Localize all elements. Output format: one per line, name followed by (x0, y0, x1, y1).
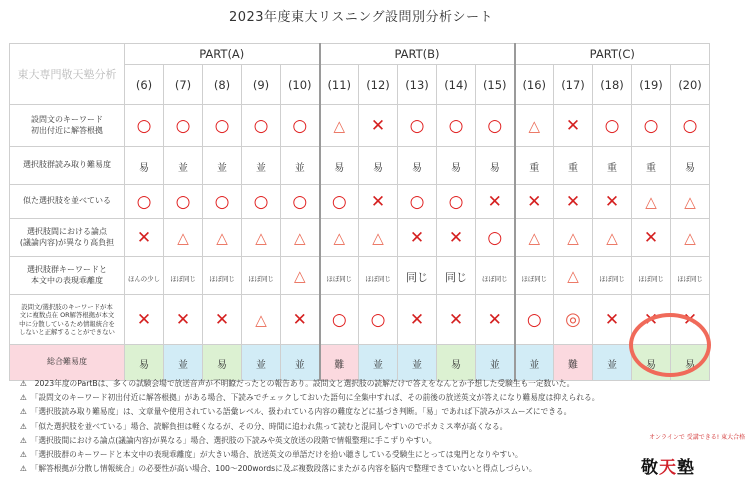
cross-mark: ✕ (409, 310, 425, 330)
question-number: (17) (554, 65, 593, 105)
table-cell (632, 105, 671, 147)
cross-mark: ✕ (527, 192, 542, 212)
table-cell (515, 219, 554, 257)
cell-text: ほぼ同じ (599, 275, 625, 283)
table-cell (320, 147, 359, 185)
circle-mark: ○ (448, 116, 464, 136)
part-c-header: PART(C) (515, 44, 710, 65)
table-cell (281, 219, 320, 257)
cross-mark: ✕ (370, 116, 386, 136)
circle-mark: ○ (136, 192, 152, 212)
circle-mark: ○ (409, 116, 425, 136)
row-label: 設問文のキーワード 初出付近に解答根拠 (10, 105, 125, 147)
table-cell (593, 295, 632, 345)
difficulty-text: 並 (373, 360, 383, 371)
difficulty-text: 難 (334, 360, 345, 371)
circle-mark: ○ (175, 192, 191, 212)
cell-text: 易 (451, 163, 461, 174)
cross-mark: ✕ (175, 310, 191, 330)
circle-mark: ○ (643, 116, 659, 136)
difficulty-cell (476, 345, 515, 381)
table-cell (203, 257, 242, 295)
table-cell (632, 219, 671, 257)
cross-mark: ✕ (643, 310, 659, 330)
triangle-mark: △ (216, 229, 228, 247)
table-cell (203, 105, 242, 147)
cross-mark: ✕ (565, 116, 581, 136)
table-cell (125, 185, 164, 219)
cross-mark: ✕ (370, 192, 386, 212)
table-cell (359, 105, 398, 147)
cell-text: ほぼ同じ (677, 275, 703, 283)
table-cell (398, 295, 437, 345)
table-cell (515, 257, 554, 295)
triangle-mark: △ (177, 229, 189, 247)
notes-section (20, 377, 620, 476)
table-cell (320, 295, 359, 345)
question-number: (19) (632, 65, 671, 105)
table-cell (398, 105, 437, 147)
table-cell (359, 295, 398, 345)
table-cell (281, 105, 320, 147)
table-cell (281, 257, 320, 295)
difficulty-cell (398, 345, 437, 381)
cell-text: 重 (646, 163, 656, 174)
table-cell (554, 295, 593, 345)
cell-text: ほぼ同じ (209, 275, 235, 283)
circle-mark: ○ (448, 192, 464, 212)
table-cell (398, 147, 437, 185)
row-label: 似た選択肢を並べている (10, 185, 125, 219)
triangle-mark: △ (528, 117, 541, 135)
cross-mark: ✕ (448, 310, 464, 330)
cell-text: 並 (217, 163, 227, 174)
cell-text: ほぼ同じ (248, 275, 274, 283)
table-cell (320, 185, 359, 219)
row-label: 選択肢群キーワードと 本文中の表現乖離度 (10, 257, 125, 295)
cross-mark: ✕ (409, 228, 425, 248)
brand-label: 東大専門敬天塾分析 (10, 44, 125, 105)
circle-mark: ○ (331, 310, 347, 330)
cross-mark: ✕ (214, 310, 230, 330)
table-cell (554, 105, 593, 147)
cell-text: 同じ (445, 271, 467, 284)
cell-text: 易 (489, 163, 500, 174)
table-cell (359, 147, 398, 185)
table-cell (125, 105, 164, 147)
part-a-header: PART(A) (125, 44, 320, 65)
page-title: 2023年度東大リスニング設問別分析シート (228, 10, 494, 25)
table-cell (593, 105, 632, 147)
question-number: (13) (398, 65, 437, 105)
table-cell (476, 295, 515, 345)
cross-mark: ✕ (136, 228, 152, 248)
table-cell (671, 105, 710, 147)
triangle-mark: △ (333, 117, 346, 135)
cell-text: 重 (607, 163, 617, 174)
difficulty-cell (320, 345, 359, 381)
table-cell (437, 219, 476, 257)
table-cell (242, 295, 281, 345)
table-cell (476, 105, 515, 147)
difficulty-text: 易 (217, 360, 227, 371)
circle-mark: ○ (253, 192, 269, 212)
table-cell (632, 257, 671, 295)
row-label: 選択肢間における論点 (議論内容)が異なり高負担 (10, 219, 125, 257)
question-number: (12) (359, 65, 398, 105)
double-circle-mark: ◎ (565, 309, 581, 330)
difficulty-text: 並 (256, 360, 266, 371)
table-cell (359, 219, 398, 257)
table-cell (593, 257, 632, 295)
table-cell (593, 219, 632, 257)
table-cell (242, 185, 281, 219)
note-line: ⚠ 「選択肢群のキーワードと本文中の表現乖離度」が大きい場合、放送英文の単語だけを拾い聴きしている受験生にとっては鬼門となりやすい。 (20, 450, 523, 460)
row-label: 設問文/選択肢のキーワードが本 文に複数点在 OR解答根拠が本文 中に分散しているため情報統合を しないと正解することができない (10, 295, 125, 345)
analysis-table (9, 43, 710, 381)
table-cell (203, 185, 242, 219)
table-cell (320, 105, 359, 147)
difficulty-cell (164, 345, 203, 381)
cell-text: 重 (529, 163, 540, 174)
triangle-mark: △ (528, 229, 541, 247)
note-line: ⚠ 2023年度のPartBは、多くの試験会場で放送音声が不明瞭だったとの報告あり。設問文と選択肢の読解だけで答えをなんとか予想した受験生も一定数いた。 (20, 379, 575, 388)
triangle-mark: △ (255, 311, 267, 329)
logo-tagline: オンラインで 受講できる! 東大合格 (649, 434, 745, 441)
table-cell (125, 295, 164, 345)
table-cell (476, 147, 515, 185)
cell-text: 並 (256, 163, 266, 174)
cross-mark: ✕ (136, 310, 152, 330)
question-number: (8) (203, 65, 242, 105)
difficulty-text: 易 (685, 360, 695, 371)
table-cell (515, 105, 554, 147)
highlight-circle (629, 313, 711, 377)
cross-mark: ✕ (487, 310, 502, 330)
triangle-mark: △ (645, 193, 657, 211)
table-cell (476, 219, 515, 257)
table-cell (164, 105, 203, 147)
table-cell (437, 105, 476, 147)
table-cell (242, 219, 281, 257)
question-number: (15) (476, 65, 515, 105)
table-cell (203, 147, 242, 185)
question-number: (16) (515, 65, 554, 105)
table-cell (125, 219, 164, 257)
difficulty-cell (554, 345, 593, 381)
table-cell (554, 185, 593, 219)
cell-text: ほぼ同じ (638, 275, 664, 283)
table-cell (242, 147, 281, 185)
keitenjuku-logo (633, 434, 745, 480)
cell-text: 易 (334, 163, 345, 174)
table-cell (437, 147, 476, 185)
table-cell (671, 219, 710, 257)
row-label: 選択肢群読み取り難易度 (10, 147, 125, 185)
circle-mark: ○ (370, 310, 386, 330)
cell-text: ほぼ同じ (170, 275, 196, 283)
difficulty-cell (203, 345, 242, 381)
difficulty-cell (125, 345, 164, 381)
table-cell (671, 257, 710, 295)
circle-mark: ○ (331, 192, 347, 212)
circle-mark: ○ (604, 116, 620, 136)
table-cell (476, 257, 515, 295)
table-cell (398, 185, 437, 219)
cell-text: ほぼ同じ (365, 275, 391, 283)
triangle-mark: △ (293, 267, 306, 285)
circle-mark: ○ (487, 116, 503, 136)
cross-mark: ✕ (292, 310, 307, 330)
cell-text: 並 (178, 163, 188, 174)
difficulty-text: 難 (568, 360, 578, 371)
table-cell (515, 295, 554, 345)
note-line: ⚠ 「選択肢間における論点(議論内容)が異なる」場合、選択肢の下読みや英文放送の段階で情報整理に手こずりやすい。 (20, 435, 437, 445)
question-number: (10) (281, 65, 320, 105)
difficulty-cell (515, 345, 554, 381)
table-cell (437, 257, 476, 295)
cross-mark: ✕ (643, 228, 659, 248)
table-cell (203, 295, 242, 345)
table-cell (554, 219, 593, 257)
triangle-mark: △ (293, 229, 306, 247)
difficulty-cell (242, 345, 281, 381)
table-cell (593, 185, 632, 219)
difficulty-cell (359, 345, 398, 381)
difficulty-text: 並 (607, 360, 617, 371)
table-cell (164, 257, 203, 295)
table-cell (515, 147, 554, 185)
table-cell (125, 147, 164, 185)
table-cell (632, 185, 671, 219)
triangle-mark: △ (684, 193, 696, 211)
question-number: (11) (320, 65, 359, 105)
circle-mark: ○ (214, 192, 230, 212)
cell-text: ほぼ同じ (521, 275, 548, 283)
difficulty-text: 並 (489, 360, 500, 371)
question-number: (20) (671, 65, 710, 105)
triangle-mark: △ (567, 229, 579, 247)
cell-text: 易 (685, 163, 695, 174)
difficulty-text: 易 (646, 360, 656, 371)
difficulty-text: 並 (529, 360, 540, 371)
circle-mark: ○ (214, 116, 230, 136)
circle-mark: ○ (253, 116, 269, 136)
table-cell (437, 295, 476, 345)
cross-mark: ✕ (487, 192, 502, 212)
table-cell (437, 185, 476, 219)
cross-mark: ✕ (604, 310, 620, 330)
table-cell (164, 295, 203, 345)
cell-text: 易 (412, 163, 422, 174)
circle-mark: ○ (487, 228, 503, 248)
cell-text: ほぼ同じ (481, 275, 508, 283)
triangle-mark: △ (333, 229, 346, 247)
note-line: ⚠ 「似た選択肢を並べている」場合、読解負担は軽くなるが、その分、時間に追われ焦って読むと混同しやすいのでポカミス率が高くなる。 (20, 421, 508, 431)
cell-text: 易 (139, 163, 149, 174)
part-b-header: PART(B) (320, 44, 515, 65)
triangle-mark: △ (567, 267, 579, 285)
triangle-mark: △ (606, 229, 618, 247)
difficulty-label: 総合難易度 (10, 345, 125, 381)
difficulty-text: 並 (178, 360, 188, 371)
question-number: (18) (593, 65, 632, 105)
triangle-mark: △ (255, 229, 267, 247)
table-cell (359, 257, 398, 295)
note-line: ⚠ 「設問文のキーワード初出付近に解答根拠」がある場合、下読みでチェックしておいた語句に全集中すれば、その前後の放送英文が答えになり難易度は抑えられる。 (20, 393, 600, 403)
table-cell (398, 257, 437, 295)
table-cell (281, 147, 320, 185)
table-cell (164, 219, 203, 257)
circle-mark: ○ (136, 116, 152, 136)
table-cell (515, 185, 554, 219)
cross-mark: ✕ (604, 192, 620, 212)
circle-mark: ○ (526, 310, 542, 330)
triangle-mark: △ (372, 229, 384, 247)
difficulty-text: 並 (412, 360, 422, 371)
question-number: (9) (242, 65, 281, 105)
circle-mark: ○ (292, 116, 308, 136)
cross-mark: ✕ (565, 192, 581, 212)
circle-mark: ○ (175, 116, 191, 136)
cell-text: 易 (373, 163, 383, 174)
difficulty-text: 易 (451, 360, 461, 371)
logo-name: 敬天塾 (641, 458, 695, 478)
table-cell (281, 185, 320, 219)
triangle-mark: △ (684, 229, 696, 247)
difficulty-text: 易 (139, 360, 149, 371)
table-cell (671, 185, 710, 219)
table-cell (125, 257, 164, 295)
table-cell (242, 105, 281, 147)
table-cell (593, 147, 632, 185)
circle-mark: ○ (409, 192, 425, 212)
note-line: ⚠ 「解答根拠が分散し情報統合」の必要性が高い場合、100〜200wordsに及ぶ複数段落にまたがる内容を脳内で整理できていないと得点しづらい。 (20, 464, 537, 474)
difficulty-text: 並 (294, 360, 305, 371)
difficulty-cell (281, 345, 320, 381)
circle-mark: ○ (682, 116, 698, 136)
cell-text: 並 (294, 163, 305, 174)
table-cell (203, 219, 242, 257)
question-number: (14) (437, 65, 476, 105)
note-line: ⚠ 「選択肢読み取り難易度」は、文章量や使用されている語彙レベル、扱われている内容の難度などに基づき判断。「易」であれば下読みがスムーズにできる。 (20, 407, 572, 417)
table-cell (671, 147, 710, 185)
table-cell (164, 185, 203, 219)
table-cell (359, 185, 398, 219)
difficulty-cell (437, 345, 476, 381)
table-cell (554, 147, 593, 185)
table-cell (554, 257, 593, 295)
table-cell (476, 185, 515, 219)
question-number: (6) (125, 65, 164, 105)
cell-text: ほんの少し (128, 275, 160, 283)
table-cell (320, 257, 359, 295)
table-cell (164, 147, 203, 185)
table-cell (242, 257, 281, 295)
difficulty-cell (593, 345, 632, 381)
circle-mark: ○ (292, 192, 308, 212)
cell-text: 重 (568, 163, 578, 174)
table-cell (281, 295, 320, 345)
cell-text: 同じ (406, 271, 428, 284)
cross-mark: ✕ (448, 228, 464, 248)
table-cell (398, 219, 437, 257)
question-number: (7) (164, 65, 203, 105)
table-cell (632, 147, 671, 185)
cross-mark: ✕ (682, 310, 698, 330)
table-cell (320, 219, 359, 257)
cell-text: ほぼ同じ (326, 275, 353, 283)
